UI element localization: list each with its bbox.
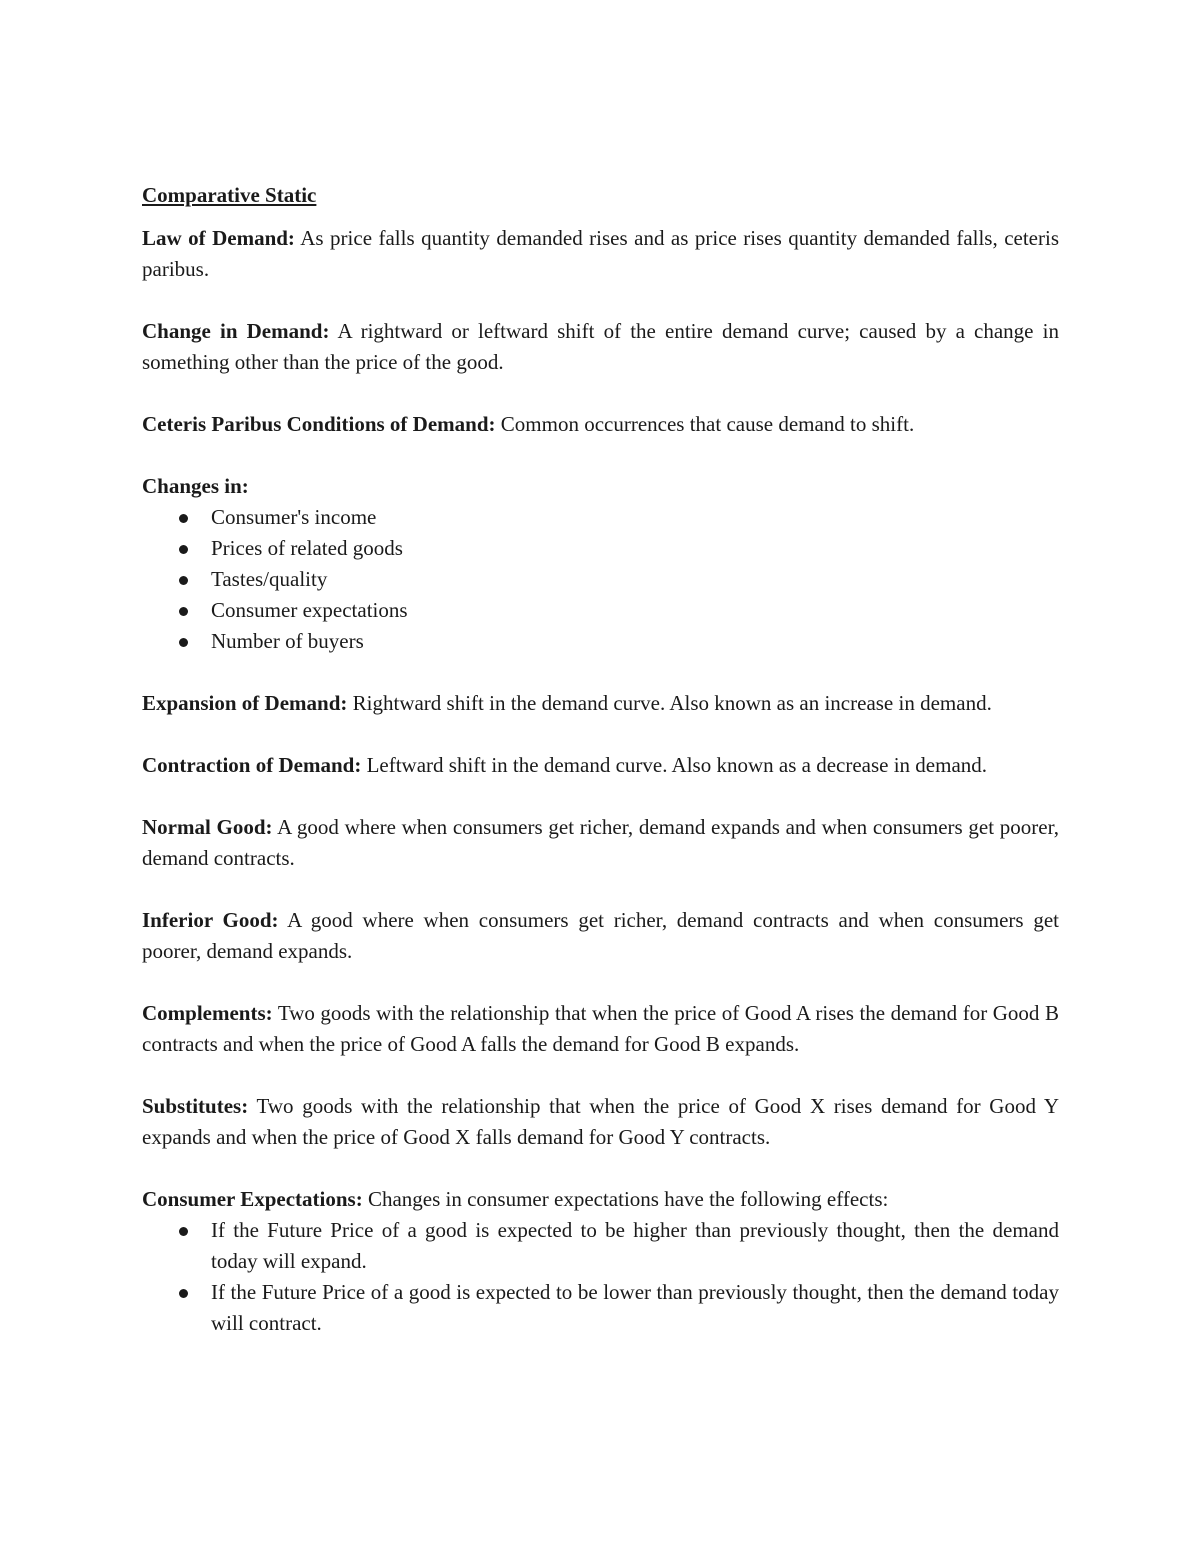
list-item bbox=[142, 595, 1059, 626]
list-item bbox=[142, 1215, 1059, 1277]
bullet-icon bbox=[179, 576, 188, 585]
contraction-term: Contraction of Demand: bbox=[142, 753, 362, 777]
inferior-good-paragraph bbox=[142, 905, 1059, 967]
list-item-text: Consumer's income bbox=[211, 505, 377, 529]
complements-paragraph bbox=[142, 998, 1059, 1060]
change-in-demand-paragraph bbox=[142, 316, 1059, 378]
contraction-paragraph bbox=[142, 750, 1059, 781]
list-item-text: Prices of related goods bbox=[211, 536, 403, 560]
changes-in-heading bbox=[142, 471, 1059, 502]
list-item bbox=[142, 626, 1059, 657]
changes-in-list bbox=[142, 502, 1059, 657]
substitutes-paragraph bbox=[142, 1091, 1059, 1153]
list-item-text: Consumer expectations bbox=[211, 598, 408, 622]
bullet-icon bbox=[179, 1289, 188, 1298]
consumer-expectations-text: Changes in consumer expectations have the following effects: bbox=[362, 1187, 889, 1211]
ceteris-paribus-paragraph bbox=[142, 409, 1059, 440]
bullet-icon bbox=[179, 1227, 188, 1236]
law-of-demand-text: As price falls quantity demanded rises and as price rises quantity demanded falls, ceteris paribus. bbox=[142, 226, 1059, 281]
list-item bbox=[142, 564, 1059, 595]
expansion-text: Rightward shift in the demand curve. Also known as an increase in demand. bbox=[347, 691, 992, 715]
expansion-paragraph bbox=[142, 688, 1059, 719]
expansion-term: Expansion of Demand: bbox=[142, 691, 348, 715]
list-item-text: Tastes/quality bbox=[211, 567, 328, 591]
law-of-demand-term: Law of Demand: bbox=[142, 226, 295, 250]
list-item-text: If the Future Price of a good is expected to be higher than previously thought, then the demand today will expand. bbox=[211, 1218, 1059, 1273]
bullet-icon bbox=[179, 514, 188, 523]
list-item bbox=[142, 502, 1059, 533]
document-title: Comparative Static bbox=[142, 183, 317, 207]
change-in-demand-term: Change in Demand: bbox=[142, 319, 330, 343]
change-in-demand-text: A rightward or leftward shift of the entire demand curve; caused by a change in something other than the price of the good. bbox=[142, 319, 1059, 374]
bullet-icon bbox=[179, 638, 188, 647]
normal-good-term: Normal Good: bbox=[142, 815, 273, 839]
ceteris-paribus-text: Common occurrences that cause demand to shift. bbox=[495, 412, 915, 436]
normal-good-text: A good where when consumers get richer, demand expands and when consumers get poorer, demand contracts. bbox=[142, 815, 1059, 870]
bullet-icon bbox=[179, 545, 188, 554]
document-page bbox=[142, 180, 1059, 1370]
list-item-text: Number of buyers bbox=[211, 629, 364, 653]
substitutes-term: Substitutes: bbox=[142, 1094, 249, 1118]
bullet-icon bbox=[179, 607, 188, 616]
complements-text: Two goods with the relationship that when the price of Good A rises the demand for Good B contracts and when the price of Good A falls the demand for Good B expands. bbox=[142, 1001, 1059, 1056]
substitutes-text: Two goods with the relationship that when the price of Good X rises demand for Good Y expands and when the price of Good X falls demand for Good Y contracts. bbox=[142, 1094, 1059, 1149]
consumer-expectations-term: Consumer Expectations: bbox=[142, 1187, 363, 1211]
contraction-text: Leftward shift in the demand curve. Also known as a decrease in demand. bbox=[361, 753, 988, 777]
complements-term: Complements: bbox=[142, 1001, 273, 1025]
consumer-expectations-paragraph bbox=[142, 1184, 1059, 1215]
law-of-demand-paragraph bbox=[142, 223, 1059, 285]
inferior-good-text: A good where when consumers get richer, demand contracts and when consumers get poorer, demand expands. bbox=[142, 908, 1059, 963]
list-item-text: If the Future Price of a good is expected to be lower than previously thought, then the demand today will contract. bbox=[211, 1280, 1059, 1335]
list-item bbox=[142, 1277, 1059, 1339]
consumer-expectations-list bbox=[142, 1215, 1059, 1339]
changes-in-term: Changes in: bbox=[142, 474, 249, 498]
normal-good-paragraph bbox=[142, 812, 1059, 874]
list-item bbox=[142, 533, 1059, 564]
ceteris-paribus-term: Ceteris Paribus Conditions of Demand: bbox=[142, 412, 496, 436]
inferior-good-term: Inferior Good: bbox=[142, 908, 279, 932]
